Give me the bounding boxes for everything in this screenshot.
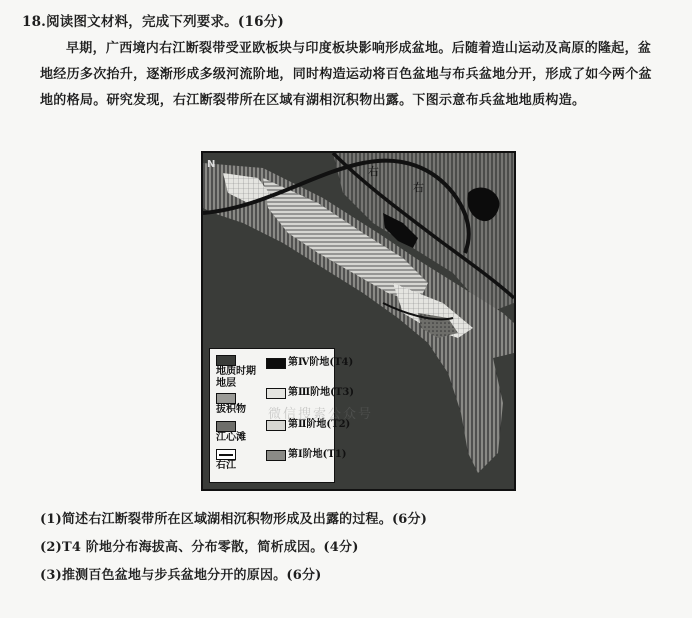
sub-question-3: (3)推测百色盆地与步兵盆地分开的原因。(6分) — [40, 568, 322, 583]
legend-t4 — [266, 357, 353, 369]
legend-alluvium-label: 拔积物 — [216, 404, 246, 415]
river-line-icon — [219, 454, 233, 456]
watermark: 微信搜索公众号 — [268, 407, 374, 422]
legend-t4-swatch — [266, 358, 286, 369]
legend-t3 — [266, 387, 354, 399]
question-title: 18.阅读图文材料，完成下列要求。(16分) — [22, 14, 284, 30]
legend-t4-label: 第Ⅳ阶地(T4) — [288, 357, 354, 368]
map-label-river: 右 — [413, 181, 424, 194]
legend-sandbar-label: 江心滩 — [216, 432, 246, 443]
question-paragraph: 早期，广西境内右江断裂带受亚欧板块与印度板块影响形成盆地。后随着造山运动及高原的隆起，盆地经历多次抬升，逐渐形成多级河流阶地，同时构造运动将百色盆地与布兵盆地分开，形成了如今两个盆地的格局。研究发现，右江断裂带所在区域有湖相沉积物出露。下图示意布兵盆地地质构造。 — [40, 41, 652, 108]
legend-river-swatch — [216, 449, 236, 460]
legend-alluvium-swatch — [216, 393, 236, 404]
map-label-north: 右 — [368, 165, 379, 178]
legend-geology-label: 地质时期地层 — [216, 366, 256, 389]
legend-t3-swatch — [266, 388, 286, 399]
legend-sandbar-swatch — [216, 421, 236, 432]
legend-t2-label: 第Ⅱ阶地(T2) — [288, 419, 351, 430]
legend-t1 — [266, 449, 347, 461]
legend-sandbar — [216, 421, 246, 444]
legend-river — [216, 449, 236, 472]
sub-question-2: (2)T4 阶地分布海拔高、分布零散，简析成因。(4分) — [40, 540, 359, 555]
corner-mark: N — [207, 159, 216, 170]
geology-map — [201, 151, 516, 491]
legend-river-label: 右江 — [216, 460, 236, 471]
legend-t3-label: 第Ⅲ阶地(T3) — [288, 387, 355, 398]
legend-t1-label: 第Ⅰ阶地(T1) — [288, 449, 347, 460]
legend-geology — [216, 355, 264, 390]
legend-t1-swatch — [266, 450, 286, 461]
sub-question-1: (1)简述右江断裂带所在区域湖相沉积物形成及出露的过程。(6分) — [40, 512, 428, 527]
legend-geology-swatch — [216, 355, 236, 366]
legend-alluvium — [216, 393, 246, 416]
